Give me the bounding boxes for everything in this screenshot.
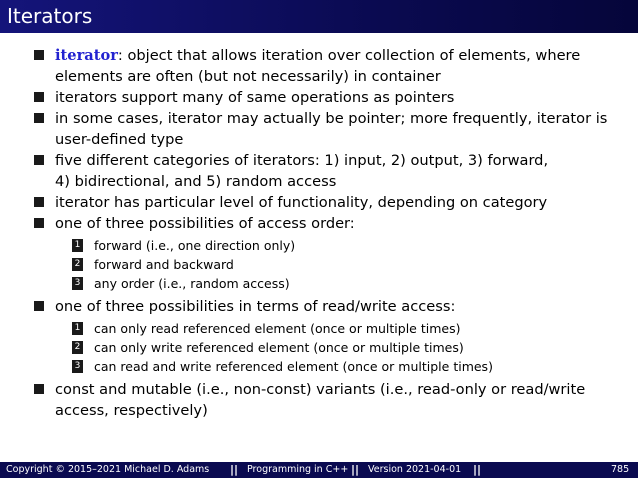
footer-separator: || bbox=[230, 463, 239, 476]
enum-badge: 2 bbox=[72, 258, 83, 271]
bullet-text: one of three possibilities of access order: bbox=[55, 215, 355, 232]
bullet-five-categories bbox=[34, 150, 632, 192]
bullet-text: const and mutable (i.e., non-const) variants (i.e., read-only or read/write bbox=[55, 381, 586, 398]
bullet-text: one of three possibilities in terms of read/write access: bbox=[55, 298, 456, 315]
enum-badge: 1 bbox=[72, 239, 83, 252]
bullet-square-icon bbox=[34, 92, 44, 102]
read-write-list bbox=[34, 319, 632, 376]
bullet-functionality-level bbox=[34, 192, 632, 213]
title-bar bbox=[0, 0, 638, 33]
bullet-square-icon bbox=[34, 197, 44, 207]
bullet-square-icon bbox=[34, 218, 44, 228]
list-item-text: forward (i.e., one direction only) bbox=[94, 238, 296, 253]
footer-copyright: Copyright © 2015–2021 Michael D. Adams bbox=[6, 464, 210, 475]
list-item-text: forward and backward bbox=[94, 257, 234, 272]
bullet-square-icon bbox=[34, 50, 44, 60]
bullet-square-icon bbox=[34, 384, 44, 394]
bullet-text: user-defined type bbox=[55, 131, 184, 148]
bullet-text: iterators support many of same operations as pointers bbox=[55, 89, 455, 106]
enum-badge: 1 bbox=[72, 322, 83, 335]
footer-separator: || bbox=[473, 463, 482, 476]
slide-content bbox=[34, 45, 632, 421]
bullet-text: in some cases, iterator may actually be pointer; more frequently, iterator is bbox=[55, 110, 608, 127]
bullet-square-icon bbox=[34, 155, 44, 165]
keyword-iterator: iterator bbox=[55, 47, 118, 64]
bullet-square-icon bbox=[34, 113, 44, 123]
bullet-text: 4) bidirectional, and 5) random access bbox=[55, 173, 337, 190]
footer-course: Programming in C++ bbox=[247, 464, 349, 475]
list-item bbox=[34, 357, 632, 376]
list-item-text: can only read referenced element (once or multiple times) bbox=[94, 321, 461, 336]
enum-badge: 2 bbox=[72, 341, 83, 354]
list-item-text: can only write referenced element (once or multiple times) bbox=[94, 340, 464, 355]
list-item bbox=[34, 274, 632, 293]
list-item bbox=[34, 338, 632, 357]
bullet-text: iterator has particular level of functionality, depending on category bbox=[55, 194, 548, 211]
bullet-const-mutable bbox=[34, 379, 632, 421]
enum-badge: 3 bbox=[72, 360, 83, 373]
footer-bar bbox=[0, 462, 638, 478]
footer-page-number: 785 bbox=[611, 464, 630, 475]
bullet-square-icon bbox=[34, 301, 44, 311]
list-item bbox=[34, 319, 632, 338]
bullet-pointer-operations bbox=[34, 87, 632, 108]
bullet-access-order bbox=[34, 213, 632, 234]
footer-separator: || bbox=[351, 463, 360, 476]
access-order-list bbox=[34, 236, 632, 293]
list-item bbox=[34, 236, 632, 255]
list-item bbox=[34, 255, 632, 274]
bullet-text: : object that allows iteration over collection of elements, where bbox=[117, 47, 581, 64]
enum-badge: 3 bbox=[72, 277, 83, 290]
bullet-iterator-definition bbox=[34, 45, 632, 87]
bullet-read-write-access bbox=[34, 296, 632, 317]
bullet-text: elements are often (but not necessarily) in container bbox=[55, 68, 441, 85]
bullet-actually-pointer bbox=[34, 108, 632, 150]
bullet-text: access, respectively) bbox=[55, 402, 208, 419]
list-item-text: any order (i.e., random access) bbox=[94, 276, 290, 291]
list-item-text: can read and write referenced element (once or multiple times) bbox=[94, 359, 493, 374]
bullet-text: five different categories of iterators: 1) input, 2) output, 3) forward, bbox=[55, 152, 549, 169]
slide-title: Iterators bbox=[7, 4, 93, 28]
footer-version: Version 2021-04-01 bbox=[368, 464, 462, 475]
